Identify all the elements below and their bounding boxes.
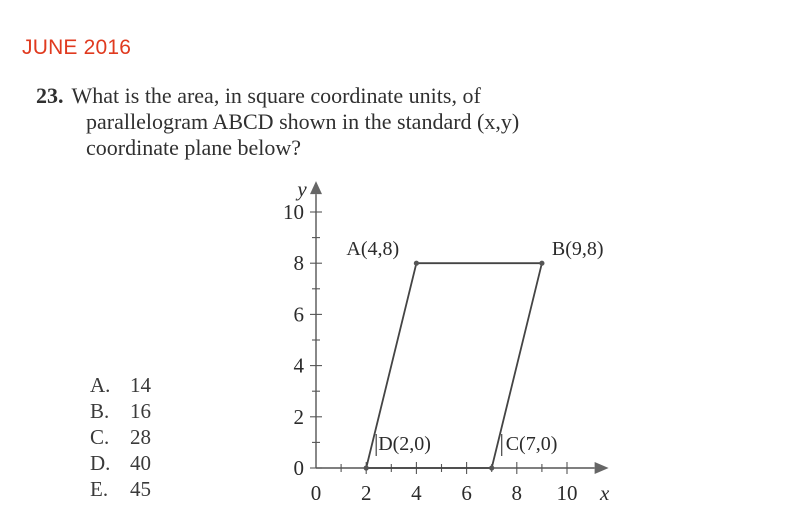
choice-letter: B. <box>90 399 110 423</box>
choice-letter: C. <box>90 425 110 449</box>
vertex-label: B(9,8) <box>551 238 604 261</box>
y-tick-label: 4 <box>293 353 304 378</box>
axes <box>310 181 609 474</box>
y-axis-label: y <box>297 177 307 202</box>
x-tick-label: 6 <box>461 481 472 505</box>
x-tick-label: 8 <box>511 481 523 505</box>
choice-letter: A. <box>90 373 111 397</box>
vertex-point <box>489 465 494 470</box>
choice-value: 14 <box>130 373 151 397</box>
y-tick-label: 0 <box>293 456 304 480</box>
y-axis-arrow <box>310 181 322 194</box>
x-tick-label: 2 <box>360 481 372 505</box>
vertex-label: A(4,8) <box>346 238 400 261</box>
x-axis-label: x <box>599 481 610 505</box>
question-line-3: coordinate plane below? <box>86 135 302 160</box>
choice-value: 16 <box>130 399 151 423</box>
vertex-point <box>539 261 544 266</box>
choice-value: 45 <box>130 477 151 501</box>
y-tick-label: 8 <box>293 251 304 276</box>
choice-letter: D. <box>90 451 111 475</box>
choice-letter: E. <box>90 477 109 501</box>
question-line-1-text: What is the area, in square coordinate units, of <box>71 83 481 108</box>
y-tick-label: 6 <box>293 302 304 327</box>
question-line-2: parallelogram ABCD shown in the standard (x,y) <box>86 109 520 134</box>
question-number: 23. <box>36 83 64 108</box>
choice-value: 28 <box>130 425 151 449</box>
axis-tick-labels <box>283 177 610 505</box>
y-tick-label: 10 <box>283 200 304 224</box>
vertex-point <box>414 261 419 266</box>
x-axis-arrow <box>595 462 609 474</box>
y-tick-label: 2 <box>293 404 304 429</box>
exam-date-header: JUNE 2016 <box>22 36 132 59</box>
x-tick-label: 4 <box>411 481 422 505</box>
x-tick-label: 10 <box>556 481 578 505</box>
vertex-point <box>364 465 369 470</box>
vertex-label: D(2,0) <box>378 433 431 455</box>
x-tick-label: 0 <box>310 481 322 505</box>
vertex-labels <box>346 238 603 456</box>
vertex-label: C(7,0) <box>505 433 558 455</box>
choice-value: 40 <box>130 451 151 475</box>
